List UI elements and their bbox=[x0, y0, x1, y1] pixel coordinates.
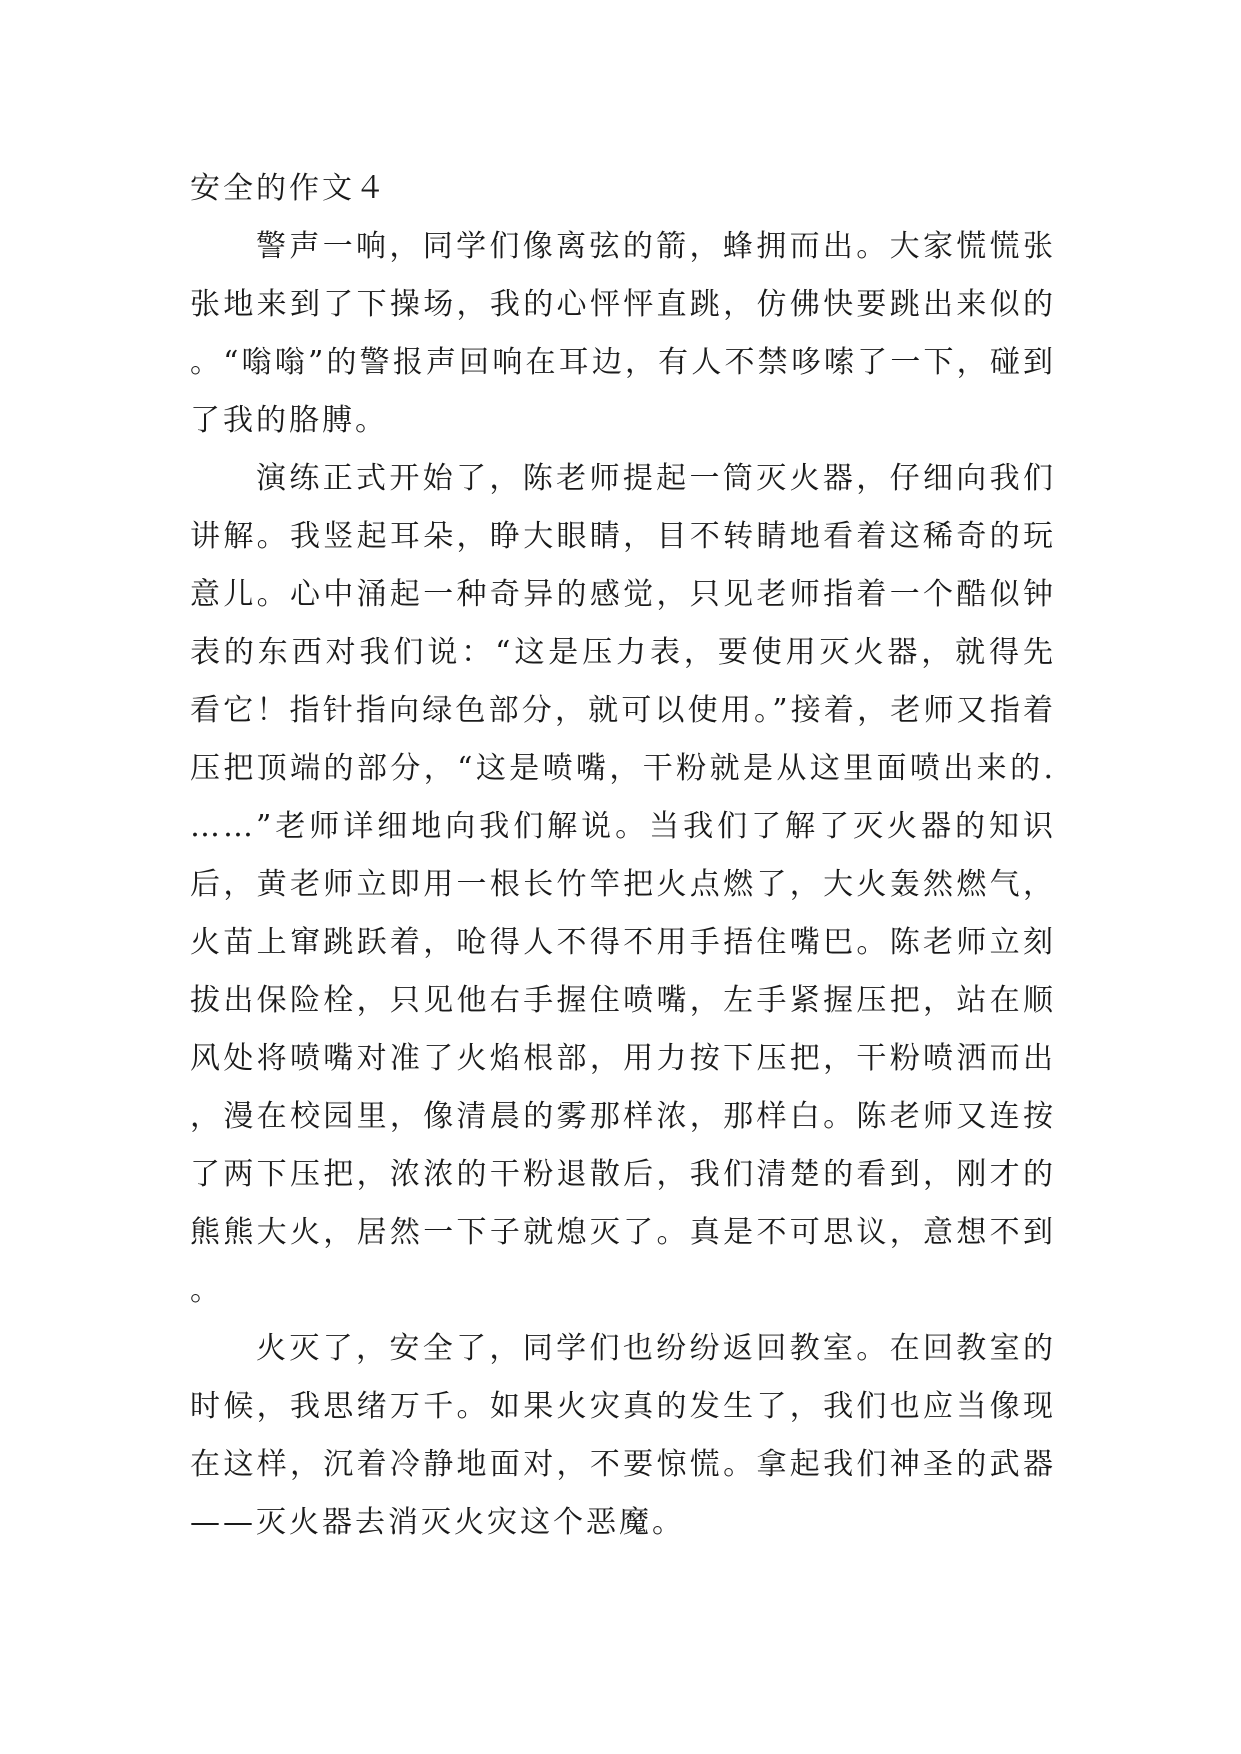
paragraph-alarm: 警声一响，同学们像离弦的箭，蜂拥而出。大家慌慌张张地来到了下操场，我的心怦怦直跳，仿佛快要跳出来似的。“嗡嗡”的警报声回响在耳边，有人不禁哆嗦了一下，碰到了我的胳膊。 bbox=[190, 229, 1056, 438]
paragraph-reflection: 火灭了，安全了，同学们也纷纷返回教室。在回教室的时候，我思绪万千。如果火灾真的发生了，我们也应当像现在这样，沉着冷静地面对，不要惊慌。拿起我们神圣的武器——灭火器去消灭火灾这个恶魔。 bbox=[190, 1331, 1056, 1540]
paragraph-drill: 演练正式开始了，陈老师提起一筒灭火器，仔细向我们讲解。我竖起耳朵，睁大眼睛，目不转睛地看着这稀奇的玩意儿。心中涌起一种奇异的感觉，只见老师指着一个酷似钟表的东西对我们说：“这是压力表，要使用灭火器，就得先看它！指针指向绿色部分，就可以使用。”接着，老师又指着压把顶端的部分，“这是喷嘴，干粉就是从这里面喷出来的.……”老师详细地向我们解说。当我们了解了灭火器的知识后，黄老师立即用一根长竹竿把火点燃了，大火轰然燃气，火苗上窜跳跃着，呛得人不得不用手捂住嘴巴。陈老师立刻拔出保险栓，只见他右手握住喷嘴，左手紧握压把，站在顺风处将喷嘴对准了火焰根部，用力按下压把，干粉喷洒而出，漫在校园里，像清晨的雾那样浓，那样白。陈老师又连按了两下压把，浓浓的干粉退散后，我们清楚的看到，刚才的熊熊大火，居然一下子就熄灭了。真是不可思议，意想不到。 bbox=[190, 461, 1056, 1308]
document-body bbox=[190, 160, 1056, 1552]
document-title: 安全的作文４ bbox=[190, 171, 388, 206]
